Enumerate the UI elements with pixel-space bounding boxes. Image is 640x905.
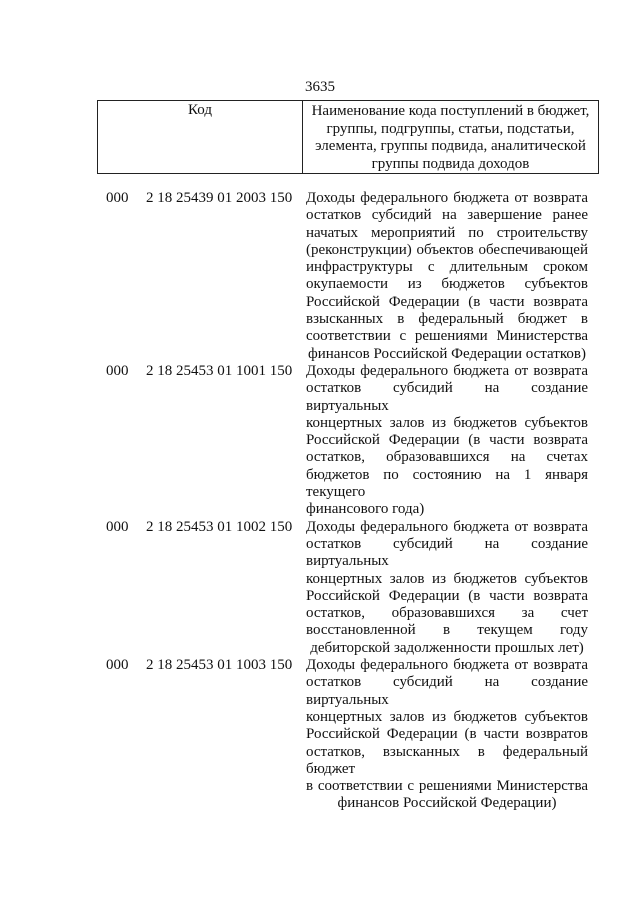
description-line: Доходы федерального бюджета от возврата [306, 190, 588, 206]
description-line: остатков субсидий на завершение ранее [306, 207, 588, 224]
income-code-list [0, 190, 640, 813]
description-line: финансов Российской Федерации остатков) [308, 345, 586, 362]
description-line: концертных залов из бюджетов субъектов [306, 708, 588, 725]
admin-code: 000 [106, 190, 129, 206]
description-line: Доходы федерального бюджета от возврата [306, 518, 588, 535]
description-line: восстановленной в текущем году [306, 622, 588, 639]
table-row [0, 190, 640, 363]
description-line: финансового года) [306, 501, 425, 518]
description-line: Российской Федерации (в части возврата [306, 587, 588, 604]
income-code: 2 18 25439 01 2003 150 [146, 190, 293, 206]
header-name-line: Наименование кода поступлений в бюджет, [311, 103, 590, 119]
description-line: остатков, образовавшихся за счет [306, 605, 588, 622]
table-row [0, 363, 640, 519]
admin-code: 000 [106, 657, 129, 674]
income-description [306, 657, 588, 813]
income-description [306, 363, 588, 519]
table-header [97, 100, 599, 174]
description-line: бюджетов по состоянию на 1 января текущего [306, 466, 588, 501]
description-line: Российской Федерации (в части возврата [306, 293, 588, 310]
table-row [0, 657, 640, 813]
income-code: 2 18 25453 01 1002 150 [146, 518, 293, 535]
description-line: окупаемости из бюджетов субъектов [306, 276, 588, 293]
income-description [306, 190, 588, 363]
header-name-line: элемента, группы подвида, аналитической [315, 138, 586, 154]
header-code-label: Код [98, 101, 303, 173]
description-line: остатков, взысканных в федеральный бюджет [306, 743, 588, 777]
income-code: 2 18 25453 01 1001 150 [146, 362, 293, 379]
page-number: 3635 [305, 79, 335, 95]
description-line: дебиторской задолженности прошлых лет) [310, 639, 584, 656]
description-line: Доходы федерального бюджета от возврата [306, 657, 588, 674]
description-line: (реконструкции) объектов обеспечивающей [306, 241, 588, 258]
description-line: взысканных в федеральный бюджет в [306, 311, 588, 328]
description-line: остатков субсидий на создание виртуальных [306, 380, 588, 414]
header-name-label [303, 101, 598, 173]
description-line: финансов Российской Федерации) [337, 795, 557, 812]
header-name-line: группы подвида доходов [371, 155, 530, 172]
description-line: остатков, образовавшихся на счетах [306, 449, 588, 466]
description-line: начатых мероприятий по строительству [306, 224, 588, 241]
description-line: остатков субсидий на создание виртуальных [306, 535, 588, 570]
description-line: Доходы федерального бюджета от возврата [306, 362, 588, 379]
description-line: концертных залов из бюджетов субъектов [306, 414, 588, 431]
description-line: остатков субсидий на создание виртуальных [306, 674, 588, 708]
description-line: Российской Федерации (в части возврата [306, 432, 588, 449]
table-row [0, 519, 640, 657]
income-code: 2 18 25453 01 1003 150 [146, 657, 293, 674]
description-line: концертных залов из бюджетов субъектов [306, 570, 588, 587]
description-line: в соответствии с решениями Министерства [306, 778, 588, 795]
header-name-line: группы, подгруппы, статьи, подстатьи, [326, 120, 575, 137]
admin-code: 000 [106, 362, 129, 379]
description-line: соответствии с решениями Министерства [306, 328, 588, 345]
admin-code: 000 [106, 518, 129, 535]
description-line: Российской Федерации (в части возвратов [306, 726, 588, 743]
description-line: инфраструктуры с длительным сроком [306, 259, 588, 276]
income-description [306, 519, 588, 657]
